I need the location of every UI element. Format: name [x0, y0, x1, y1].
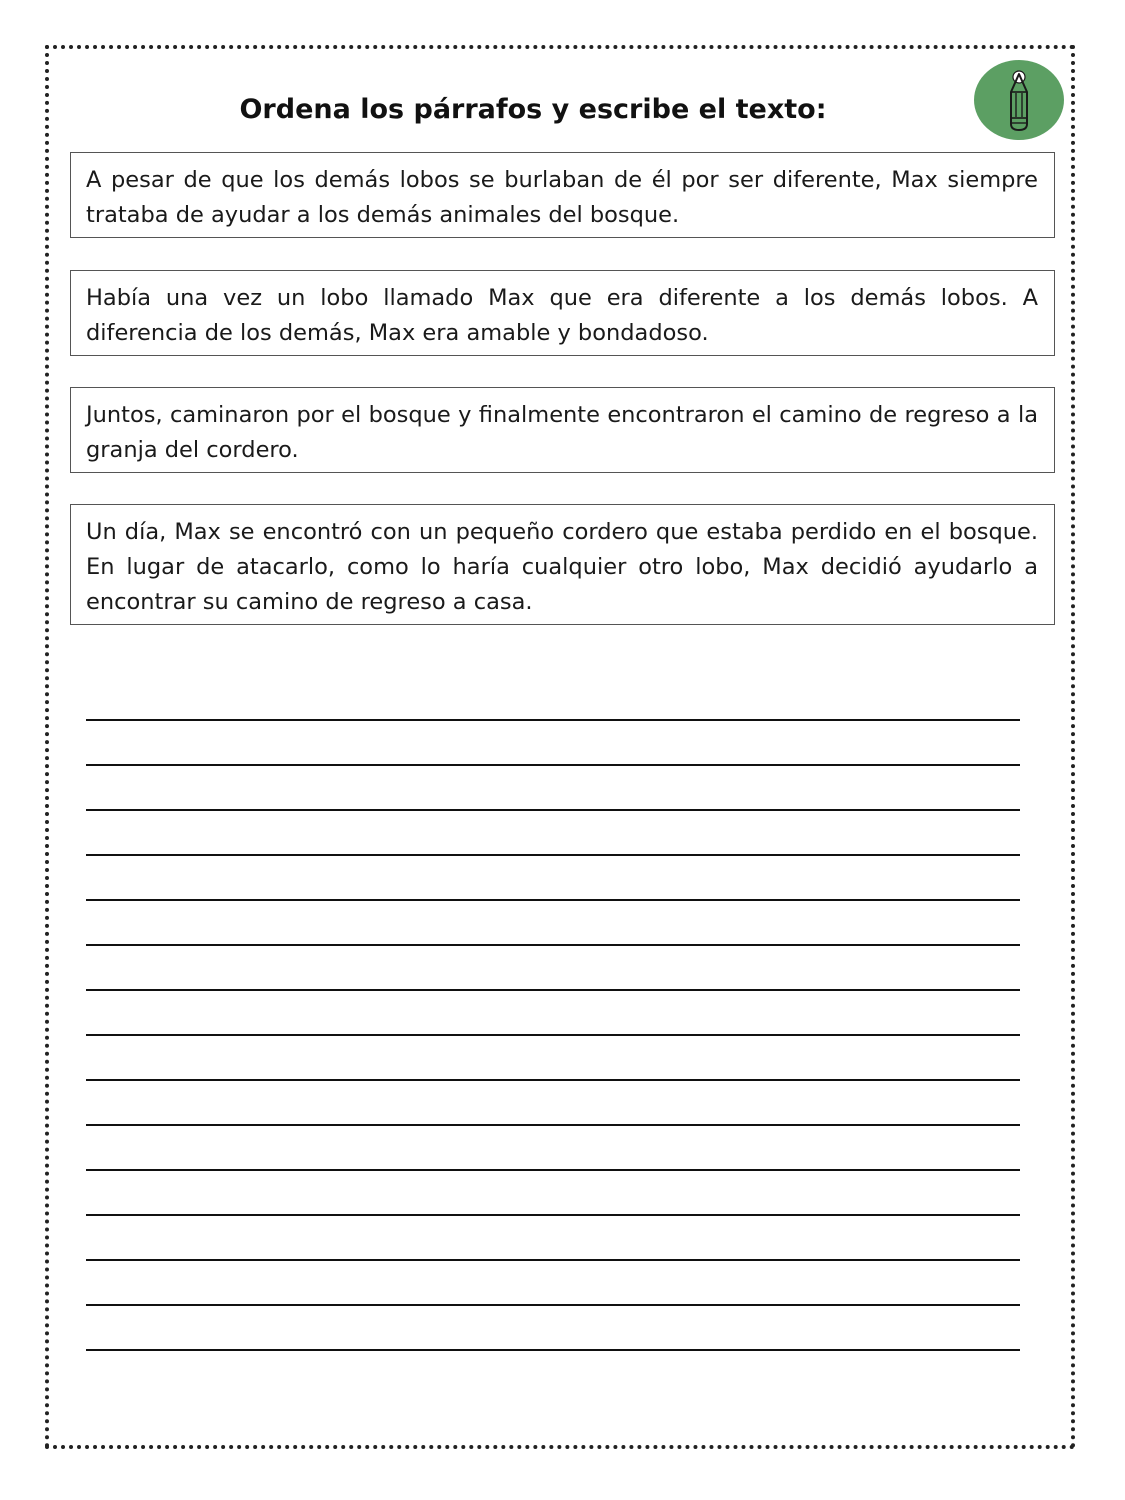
writing-line[interactable] [86, 766, 1020, 811]
writing-area[interactable] [86, 676, 1020, 1351]
writing-line[interactable] [86, 1171, 1020, 1216]
writing-line[interactable] [86, 991, 1020, 1036]
paragraph-box-4: Un día, Max se encontró con un pequeño cordero que estaba perdido en el bosque. En lugar de atacarlo, como lo haría cualquier otro lobo, Max decidió ayudarlo a encontrar su camino de regreso a casa. [70, 504, 1055, 625]
writing-line[interactable] [86, 1306, 1020, 1351]
writing-line[interactable] [86, 1216, 1020, 1261]
writing-line[interactable] [86, 721, 1020, 766]
pencil-badge [974, 60, 1064, 140]
pencil-icon [974, 60, 1064, 140]
writing-line[interactable] [86, 856, 1020, 901]
writing-line[interactable] [86, 811, 1020, 856]
writing-line[interactable] [86, 1261, 1020, 1306]
writing-line[interactable] [86, 1036, 1020, 1081]
writing-line[interactable] [86, 946, 1020, 991]
page-title: Ordena los párrafos y escribe el texto: [239, 94, 827, 125]
writing-line[interactable] [86, 901, 1020, 946]
paragraph-box-1: A pesar de que los demás lobos se burlaban de él por ser diferente, Max siempre trataba de ayudar a los demás animales del bosque. [70, 152, 1055, 238]
writing-line[interactable] [86, 1126, 1020, 1171]
writing-line[interactable] [86, 676, 1020, 721]
paragraph-box-2: Había una vez un lobo llamado Max que era diferente a los demás lobos. A diferencia de los demás, Max era amable y bondadoso. [70, 270, 1055, 356]
paragraph-box-3: Juntos, caminaron por el bosque y finalmente encontraron el camino de regreso a la granja del cordero. [70, 387, 1055, 473]
writing-line[interactable] [86, 1081, 1020, 1126]
